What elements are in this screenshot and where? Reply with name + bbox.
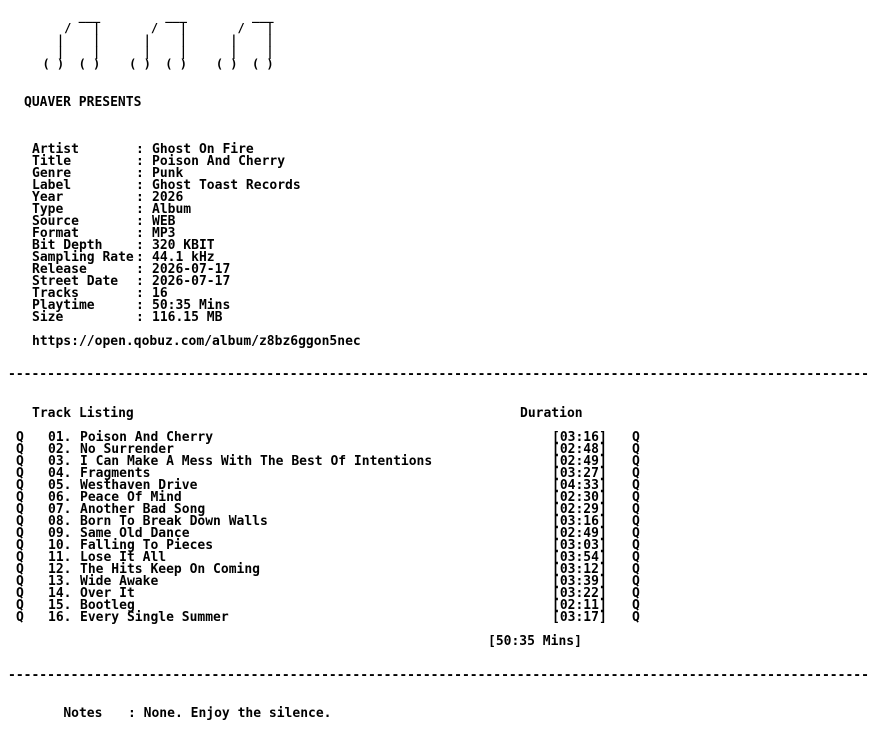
- info-key: Label: [32, 178, 72, 193]
- info-key: Source: [32, 214, 79, 229]
- track-marker: Q: [632, 526, 640, 541]
- track-marker: Q: [632, 610, 640, 625]
- info-value: 16: [152, 286, 168, 301]
- info-colon: :: [136, 238, 144, 253]
- info-key: Bit Depth: [32, 238, 103, 253]
- track-number: 08.: [48, 514, 72, 529]
- info-colon: :: [136, 286, 144, 301]
- track-marker: Q: [16, 454, 24, 469]
- album-url[interactable]: https://open.qobuz.com/album/z8bz6ggon5nec: [32, 334, 361, 349]
- track-marker: Q: [16, 442, 24, 457]
- track-duration: [02:11]: [552, 598, 607, 613]
- track-number: 04.: [48, 466, 72, 481]
- info-colon: :: [136, 298, 144, 313]
- track-marker: Q: [16, 514, 24, 529]
- info-colon: :: [136, 274, 144, 289]
- track-marker: Q: [632, 598, 640, 613]
- info-key: Title: [32, 154, 72, 169]
- track-number: 02.: [48, 442, 72, 457]
- info-colon: :: [136, 190, 144, 205]
- track-marker: Q: [16, 466, 24, 481]
- track-marker: Q: [16, 562, 24, 577]
- track-duration: [03:16]: [552, 430, 607, 445]
- info-key: Genre: [32, 166, 72, 181]
- track-number: 10.: [48, 538, 72, 553]
- track-number: 06.: [48, 490, 72, 505]
- separator-line: --------------------------------------------------------------------------------------------------------------: [8, 668, 869, 683]
- info-value: Ghost Toast Records: [152, 178, 301, 193]
- track-number: 09.: [48, 526, 72, 541]
- info-value: Punk: [152, 166, 184, 181]
- track-title: Born To Break Down Walls: [80, 514, 268, 529]
- track-duration: [03:22]: [552, 586, 607, 601]
- track-duration: [03:39]: [552, 574, 607, 589]
- track-marker: Q: [632, 490, 640, 505]
- info-key: Type: [32, 202, 64, 217]
- info-value: 116.15 MB: [152, 310, 223, 325]
- track-row: [0, 612, 648, 624]
- track-title: Lose It All: [80, 550, 167, 565]
- info-key: Playtime: [32, 298, 95, 313]
- track-duration: [03:27]: [552, 466, 607, 481]
- track-marker: Q: [16, 574, 24, 589]
- track-marker: Q: [632, 574, 640, 589]
- track-marker: Q: [16, 550, 24, 565]
- info-colon: :: [136, 202, 144, 217]
- info-value: Ghost On Fire: [152, 142, 254, 157]
- track-number: 12.: [48, 562, 72, 577]
- track-title: I Can Make A Mess With The Best Of Intentions: [80, 454, 433, 469]
- track-duration: [02:49]: [552, 454, 607, 469]
- info-key: Tracks: [32, 286, 79, 301]
- track-marker: Q: [632, 442, 640, 457]
- track-duration: [03:16]: [552, 514, 607, 529]
- track-number: 16.: [48, 610, 72, 625]
- info-value: Poison And Cherry: [152, 154, 286, 169]
- info-value: 44.1 kHz: [152, 250, 215, 265]
- track-title: Falling To Pieces: [80, 538, 214, 553]
- info-value: WEB: [152, 214, 176, 229]
- track-marker: Q: [16, 430, 24, 445]
- track-duration: [02:49]: [552, 526, 607, 541]
- track-title: Every Single Summer: [80, 610, 229, 625]
- info-value: 2026-07-17: [152, 274, 231, 289]
- track-marker: Q: [632, 454, 640, 469]
- notes-value: None. Enjoy the silence.: [143, 706, 332, 721]
- track-marker: Q: [16, 502, 24, 517]
- track-marker: Q: [632, 562, 640, 577]
- track-title: Poison And Cherry: [80, 430, 214, 445]
- track-list: [0, 432, 648, 624]
- total-duration: [50:35 Mins]: [488, 634, 582, 649]
- presents-heading: QUAVER PRESENTS: [24, 95, 142, 110]
- track-duration: [03:03]: [552, 538, 607, 553]
- info-value: 2026-07-17: [152, 262, 231, 277]
- info-key: Format: [32, 226, 79, 241]
- track-marker: Q: [632, 538, 640, 553]
- info-key: Size: [32, 310, 64, 325]
- info-value: 50:35 Mins: [152, 298, 231, 313]
- track-duration: [02:48]: [552, 442, 607, 457]
- track-number: 01.: [48, 430, 72, 445]
- track-marker: Q: [632, 550, 640, 565]
- track-title: The Hits Keep On Coming: [80, 562, 261, 577]
- track-duration: [02:30]: [552, 490, 607, 505]
- track-marker: Q: [632, 466, 640, 481]
- info-colon: :: [136, 178, 144, 193]
- track-number: 14.: [48, 586, 72, 601]
- track-marker: Q: [632, 514, 640, 529]
- track-duration: [04:33]: [552, 478, 607, 493]
- info-colon: :: [136, 262, 144, 277]
- track-marker: Q: [16, 490, 24, 505]
- track-title: Same Old Dance: [80, 526, 190, 541]
- info-value: 2026: [152, 190, 184, 205]
- track-duration: [03:54]: [552, 550, 607, 565]
- info-colon: :: [136, 226, 144, 241]
- info-value: MP3: [152, 226, 176, 241]
- track-duration: [03:17]: [552, 610, 607, 625]
- notes-value-wrap: : None. Enjoy the silence.: [128, 706, 332, 721]
- track-marker: Q: [632, 586, 640, 601]
- info-colon: :: [136, 142, 144, 157]
- info-key: Release: [32, 262, 87, 277]
- track-title: Over It: [80, 586, 135, 601]
- track-title: Bootleg: [80, 598, 135, 613]
- info-colon: :: [136, 166, 144, 181]
- track-marker: Q: [16, 586, 24, 601]
- duration-header: Duration: [520, 406, 583, 421]
- notes-key: Notes: [63, 706, 103, 721]
- track-number: 15.: [48, 598, 72, 613]
- info-colon: :: [136, 250, 144, 265]
- track-number: 05.: [48, 478, 72, 493]
- track-title: Fragments: [80, 466, 151, 481]
- track-marker: Q: [16, 598, 24, 613]
- track-marker: Q: [16, 538, 24, 553]
- info-value: 320 KBIT: [152, 238, 215, 253]
- separator-line: --------------------------------------------------------------------------------------------------------------: [8, 367, 869, 382]
- info-colon: :: [136, 310, 144, 325]
- notes-row: [32, 696, 332, 732]
- track-number: 13.: [48, 574, 72, 589]
- track-marker: Q: [632, 430, 640, 445]
- info-key: Street Date: [32, 274, 119, 289]
- track-number: 07.: [48, 502, 72, 517]
- track-listing-header: Track Listing: [32, 406, 134, 421]
- track-marker: Q: [16, 478, 24, 493]
- info-value: Album: [152, 202, 192, 217]
- info-colon: :: [136, 214, 144, 229]
- track-number: 03.: [48, 454, 72, 469]
- info-key: Year: [32, 190, 64, 205]
- track-title: Westhaven Drive: [80, 478, 198, 493]
- track-marker: Q: [16, 526, 24, 541]
- track-marker: Q: [632, 502, 640, 517]
- track-duration: [02:29]: [552, 502, 607, 517]
- track-title: Another Bad Song: [80, 502, 206, 517]
- info-key: Sampling Rate: [32, 250, 134, 265]
- track-title: No Surrender: [80, 442, 174, 457]
- track-title: Peace Of Mind: [80, 490, 182, 505]
- track-duration: [03:12]: [552, 562, 607, 577]
- track-marker: Q: [632, 478, 640, 493]
- track-number: 11.: [48, 550, 72, 565]
- info-key: Artist: [32, 142, 79, 157]
- track-title: Wide Awake: [80, 574, 159, 589]
- info-colon: :: [136, 154, 144, 169]
- ascii-logo: ___ ___ ___ / | / | / | | | | | | | | | | | | | ( ) ( ) ( ) ( ) ( ) ( ): [42, 9, 274, 71]
- track-marker: Q: [16, 610, 24, 625]
